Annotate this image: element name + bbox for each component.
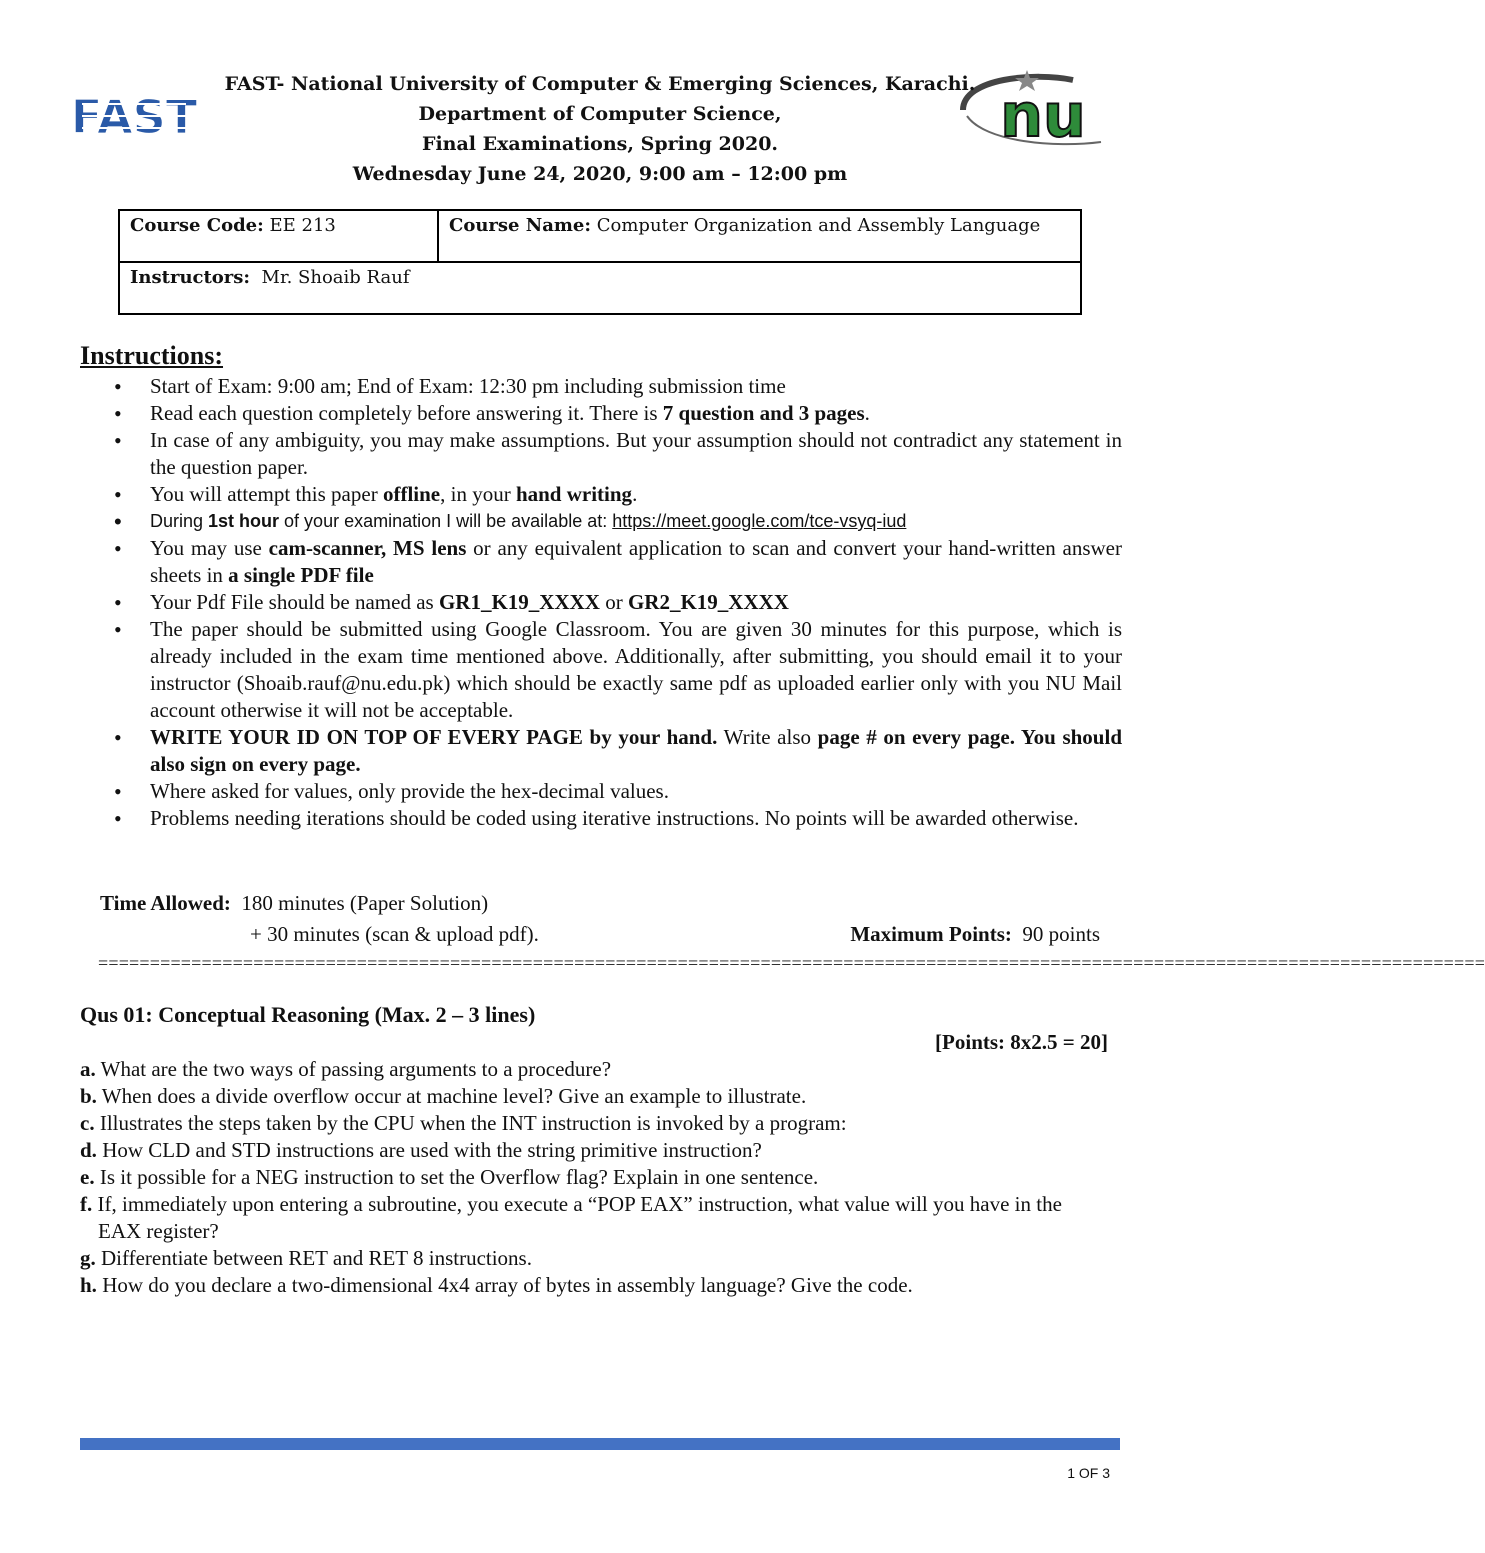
university-name: FAST- National University of Computer & Emerging Sciences, Karachi.: [224, 73, 976, 95]
exam-date: Wednesday June 24, 2020, 9:00 am – 12:00 pm: [352, 163, 848, 185]
list-item: f. If, immediately upon entering a subroutine, you execute a “POP EAX” instruction, what value will you have in the EAX register?: [80, 1192, 1062, 1243]
list-item: • You may use cam-scanner, MS lens or any equivalent application to scan and convert your hand-written answer sheets in a single PDF file: [80, 535, 1122, 589]
course-code-cell: Course Code: EE 213: [119, 210, 438, 262]
list-item: • Read each question completely before answering it. There is 7 question and 3 pages.: [80, 400, 1122, 427]
separator-line: ======================================================================================================================================: [98, 953, 1485, 973]
maximum-points: Maximum Points: 90 points: [850, 922, 1100, 946]
department-name: Department of Computer Science,: [418, 103, 782, 125]
list-item: d. How CLD and STD instructions are used with the string primitive instruction?: [80, 1138, 762, 1162]
meet-link[interactable]: https://meet.google.com/tce-vsyq-iud: [612, 511, 907, 531]
exam-name: Final Examinations, Spring 2020.: [421, 133, 779, 155]
page-number: 1 OF 3: [1067, 1465, 1110, 1481]
course-info-table: [118, 209, 1082, 315]
question-1-parts: [80, 1056, 1110, 1299]
list-item: g. Differentiate between RET and RET 8 instructions.: [80, 1246, 532, 1270]
footer-bar: [80, 1438, 1120, 1450]
question-1-title: Qus 01: Conceptual Reasoning (Max. 2 – 3 lines): [80, 1002, 536, 1027]
list-item: b. When does a divide overflow occur at machine level? Give an example to illustrate.: [80, 1084, 807, 1108]
list-item: • WRITE YOUR ID ON TOP OF EVERY PAGE by your hand. Write also page # on every page. You should also sign on every page.: [80, 724, 1122, 778]
instructions-title: Instructions:: [80, 341, 224, 370]
list-item: • Where asked for values, only provide the hex-decimal values.: [80, 778, 1122, 805]
list-item: • Start of Exam: 9:00 am; End of Exam: 12:30 pm including submission time: [80, 373, 1122, 400]
list-item: • The paper should be submitted using Google Classroom. You are given 30 minutes for this purpose, which is already included in the exam time mentioned above. Additionally, after submitting, you should email it to your instructor (Shoaib.rauf@nu.edu.pk) which should be exactly same pdf as uploaded earlier only with you NU Mail account otherwise it will not be acceptable.: [80, 616, 1122, 724]
time-extra: + 30 minutes (scan & upload pdf).: [250, 922, 539, 946]
instructions-list: [80, 373, 1122, 832]
question-1-points: [Points: 8x2.5 = 20]: [935, 1030, 1108, 1054]
list-item: • In case of any ambiguity, you may make assumptions. But your assumption should not contradict any statement in the question paper.: [80, 427, 1122, 481]
fast-logo-text: FAST: [70, 90, 198, 144]
instructors-cell: Instructors: Mr. Shoaib Rauf: [119, 262, 1081, 314]
time-allowed: Time Allowed: 180 minutes (Paper Solution): [100, 891, 489, 915]
list-item: • Problems needing iterations should be coded using iterative instructions. No points will be awarded otherwise.: [80, 805, 1122, 832]
list-item: e. Is it possible for a NEG instruction to set the Overflow flag? Explain in one sentence.: [80, 1165, 819, 1189]
list-item: c. Illustrates the steps taken by the CPU when the INT instruction is invoked by a program:: [80, 1111, 847, 1135]
course-name-cell: Course Name: Computer Organization and Assembly Language: [438, 210, 1081, 262]
list-item: • During 1st hour of your examination I will be available at: https://meet.google.com/tce-vsyq-iud: [80, 508, 1122, 535]
list-item: • You will attempt this paper offline, in your hand writing.: [80, 481, 1122, 508]
list-item: a. What are the two ways of passing arguments to a procedure?: [80, 1057, 612, 1081]
list-item: h. How do you declare a two-dimensional 4x4 array of bytes in assembly language? Give the code.: [80, 1273, 913, 1297]
list-item: • Your Pdf File should be named as GR1_K19_XXXX or GR2_K19_XXXX: [80, 589, 1122, 616]
nu-logo-text: nu: [1000, 81, 1086, 151]
